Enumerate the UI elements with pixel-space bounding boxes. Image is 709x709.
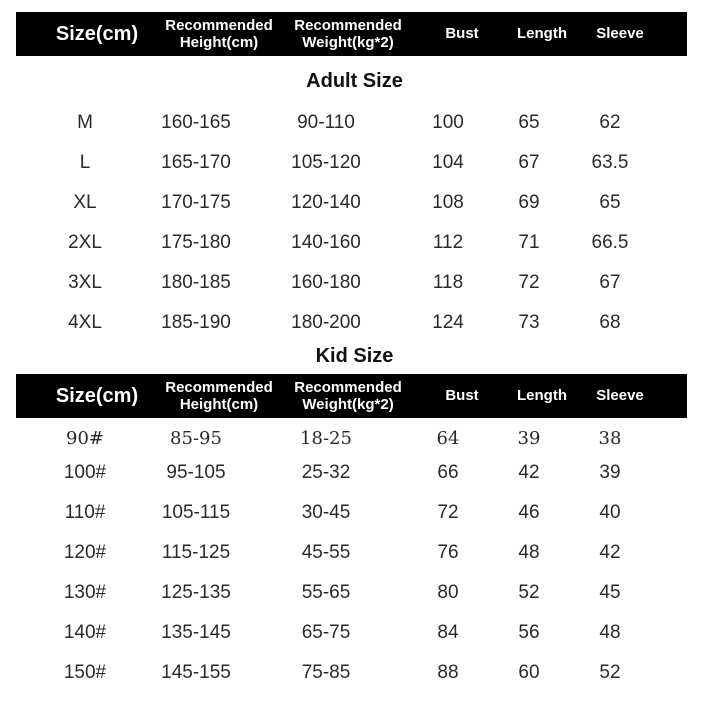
size-cell: 4XL (68, 312, 102, 333)
height-cell: 175-180 (161, 232, 231, 253)
table-row (0, 308, 709, 338)
weight-cell: 30-45 (301, 502, 351, 523)
weight-cell: 75-85 (301, 662, 351, 683)
weight-cell: 90-110 (297, 112, 355, 133)
header-length: Length (517, 25, 567, 43)
weight-cell: 105-120 (291, 152, 361, 173)
size-cell: XL (73, 192, 97, 213)
table-row (0, 228, 709, 258)
sleeve-cell: 45 (599, 582, 621, 603)
bust-cell: 100 (432, 112, 464, 133)
height-cell: 160-165 (161, 112, 231, 133)
height-cell: 105-115 (161, 502, 231, 523)
size-cell: 3XL (68, 272, 102, 293)
sleeve-cell: 39 (599, 462, 621, 483)
length-cell: 56 (518, 622, 540, 643)
table-row (0, 458, 709, 488)
bust-cell: 104 (432, 152, 464, 173)
length-cell: 42 (518, 462, 540, 483)
kid-section-title: Kid Size (315, 345, 394, 367)
table-row (0, 658, 709, 688)
sleeve-cell: 65 (599, 192, 621, 213)
table-row (0, 148, 709, 178)
bust-cell: 118 (432, 272, 464, 293)
weight-cell: 120-140 (291, 192, 361, 213)
sleeve-cell: 62 (599, 112, 621, 133)
header-bust: Bust (445, 387, 479, 405)
size-cell: 120# (63, 542, 107, 563)
sleeve-cell: 67 (599, 272, 621, 293)
size-cell: 130# (63, 582, 107, 603)
weight-cell: 140-160 (291, 232, 361, 253)
bust-cell: 112 (432, 232, 464, 253)
weight-cell: 65-75 (301, 622, 351, 643)
length-cell: 46 (518, 502, 540, 523)
table-row (0, 424, 709, 454)
length-cell: 60 (518, 662, 540, 683)
kid-table-header (16, 374, 687, 418)
height-cell: 135-145 (161, 622, 231, 643)
weight-cell: 18-25 (300, 428, 352, 449)
header-length: Length (517, 387, 567, 405)
table-row (0, 618, 709, 648)
sleeve-cell: 66.5 (591, 232, 629, 253)
height-cell: 145-155 (161, 662, 231, 683)
sleeve-cell: 42 (599, 542, 621, 563)
size-cell: 110# (64, 502, 106, 523)
length-cell: 71 (518, 232, 540, 253)
size-cell: 2XL (68, 232, 102, 253)
bust-cell: 84 (437, 622, 459, 643)
height-cell: 85-95 (170, 428, 222, 449)
table-row (0, 108, 709, 138)
header-height: Recommended Height(cm) (165, 378, 273, 413)
bust-cell: 108 (432, 192, 464, 213)
height-cell: 185-190 (161, 312, 231, 333)
header-sleeve: Sleeve (596, 387, 644, 405)
header-weight: Recommended Weight(kg*2) (294, 378, 402, 413)
weight-cell: 45-55 (301, 542, 351, 563)
bust-cell: 76 (437, 542, 459, 563)
sleeve-cell: 40 (599, 502, 621, 523)
weight-cell: 55-65 (301, 582, 351, 603)
height-cell: 95-105 (166, 462, 226, 483)
sleeve-cell: 48 (599, 622, 621, 643)
sleeve-cell: 38 (598, 428, 622, 449)
header-sleeve: Sleeve (596, 25, 644, 43)
size-cell: 90# (66, 428, 104, 449)
bust-cell: 72 (437, 502, 459, 523)
weight-cell: 180-200 (291, 312, 361, 333)
length-cell: 67 (518, 152, 540, 173)
length-cell: 69 (518, 192, 540, 213)
height-cell: 180-185 (161, 272, 231, 293)
size-cell: 140# (63, 622, 107, 643)
table-row (0, 268, 709, 298)
size-cell: 100# (63, 462, 107, 483)
table-row (0, 188, 709, 218)
length-cell: 52 (518, 582, 540, 603)
length-cell: 72 (518, 272, 540, 293)
bust-cell: 64 (436, 428, 460, 449)
length-cell: 48 (518, 542, 540, 563)
length-cell: 65 (518, 112, 540, 133)
header-weight: Recommended Weight(kg*2) (294, 16, 402, 51)
weight-cell: 25-32 (301, 462, 351, 483)
bust-cell: 88 (437, 662, 459, 683)
sleeve-cell: 52 (599, 662, 621, 683)
weight-cell: 160-180 (291, 272, 361, 293)
sleeve-cell: 68 (599, 312, 621, 333)
size-cell: M (77, 112, 93, 133)
header-height: Recommended Height(cm) (165, 16, 273, 51)
table-row (0, 578, 709, 608)
table-row (0, 498, 709, 528)
height-cell: 170-175 (161, 192, 231, 213)
adult-section-title: Adult Size (306, 70, 403, 92)
length-cell: 39 (517, 428, 541, 449)
header-size: Size(cm) (55, 22, 139, 45)
height-cell: 125-135 (161, 582, 231, 603)
bust-cell: 66 (437, 462, 459, 483)
bust-cell: 124 (432, 312, 464, 333)
sleeve-cell: 63.5 (591, 152, 629, 173)
height-cell: 115-125 (161, 542, 231, 563)
header-size: Size(cm) (55, 384, 139, 407)
header-bust: Bust (445, 25, 479, 43)
length-cell: 73 (518, 312, 540, 333)
size-cell: 150# (63, 662, 107, 683)
adult-table-header (16, 12, 687, 56)
table-row (0, 538, 709, 568)
height-cell: 165-170 (161, 152, 231, 173)
size-cell: L (79, 152, 91, 173)
bust-cell: 80 (437, 582, 459, 603)
